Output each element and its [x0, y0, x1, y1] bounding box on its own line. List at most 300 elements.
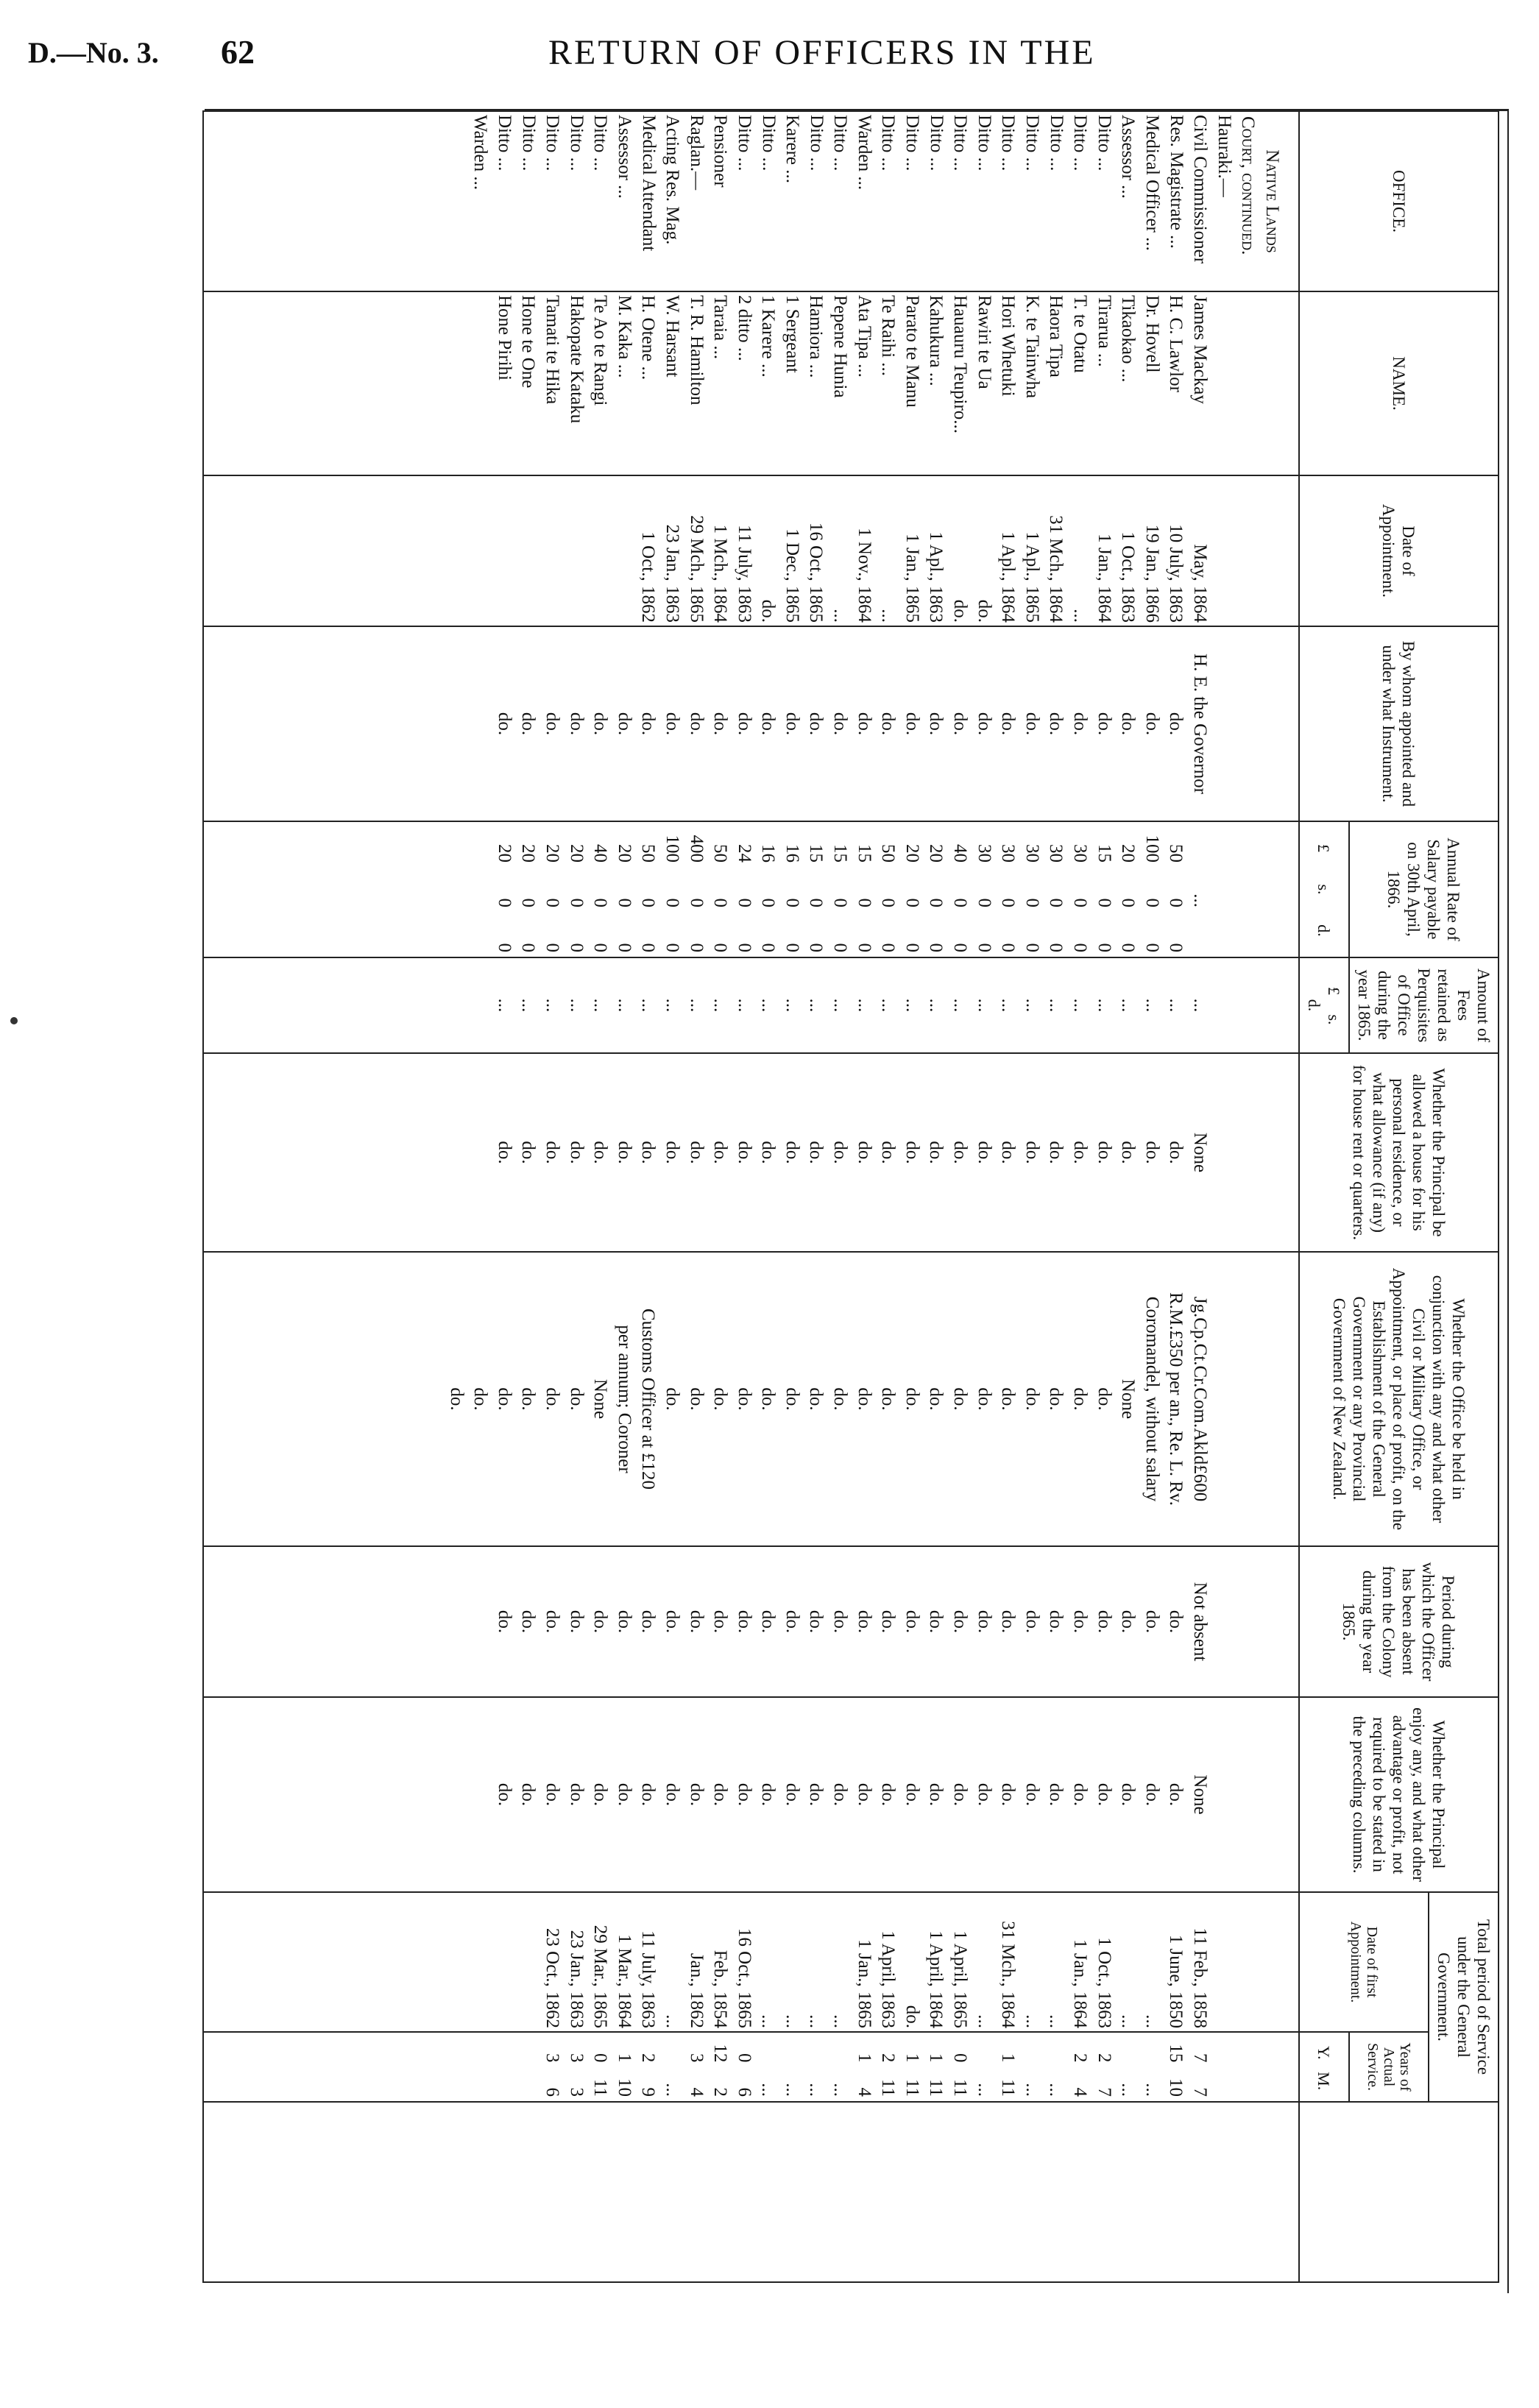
unit-pounds: £	[1325, 987, 1343, 996]
other-office-cell: do.	[830, 1387, 851, 1411]
house-cell: do.	[542, 1141, 562, 1164]
house-cell: do.	[830, 1141, 851, 1164]
years-service-cell	[1164, 2033, 1188, 2101]
salary-part: 0	[1070, 898, 1091, 907]
date-cell: 16 Oct., 1865	[806, 522, 827, 623]
fees-cell: ...	[902, 998, 922, 1013]
salary-part: 50	[878, 844, 899, 863]
fees-cell: ...	[782, 998, 802, 1013]
years-part: ...	[830, 2083, 851, 2097]
appointed-by-cell: do.	[806, 712, 827, 736]
col-absent: Period during which the Officer has been absent from the Colony during the year 1865.	[1299, 1546, 1499, 1697]
salary-part: 0	[1142, 943, 1162, 952]
name-cell: Te Raihi ...	[878, 295, 899, 377]
fees-cell: ...	[854, 998, 874, 1013]
years-service-cell	[924, 2033, 948, 2101]
first-appointment-cell: 23 Jan., 1863	[566, 1930, 587, 2028]
date-cell: 1 Oct., 1862	[638, 531, 659, 623]
salary-part: 0	[878, 943, 899, 952]
salary-part: 20	[1118, 844, 1139, 863]
salary-column	[203, 821, 1299, 957]
office-cell: Karere ...	[782, 115, 803, 183]
other-office-cell: Customs Officer at £120	[638, 1308, 659, 1490]
salary-part: 30	[1070, 844, 1091, 863]
name-cell: Hone Pirihi	[494, 295, 514, 380]
first-appointment-cell: 1 Jan., 1865	[854, 1939, 874, 2028]
advantage-cell: do.	[1094, 1782, 1114, 1807]
absent-cell: do.	[518, 1610, 539, 1634]
years-part: 4	[854, 2087, 874, 2097]
years-part: ...	[782, 2083, 802, 2097]
officers-table	[202, 110, 1499, 2283]
salary-part: 0	[1166, 943, 1186, 952]
other-office-cell: do.	[902, 1387, 922, 1411]
office-cell: Ditto ...	[998, 115, 1019, 171]
absent-cell: do.	[734, 1610, 754, 1634]
col-other-office: Whether the Office be held in conjunction with any and what other Civil or Military Office, or Appointment, or place of profit, on the Establishment of the General Government or any Provincial Government of New Zealand.	[1299, 1252, 1499, 1546]
years-part: 9	[638, 2087, 659, 2097]
years-service-cell	[804, 2033, 828, 2101]
date-cell: 1 Dec., 1865	[782, 528, 802, 623]
other-office-column	[203, 1252, 1299, 1546]
date-cell: 10 July, 1863	[1166, 524, 1186, 623]
name-cell: Haora Tipa	[1046, 295, 1066, 378]
office-cell: Assessor ...	[614, 115, 634, 199]
date-cell: do.	[950, 599, 971, 623]
salary-part	[1187, 912, 1211, 957]
salary-part: 50	[1166, 844, 1186, 863]
absent-column	[203, 1546, 1299, 1697]
years-part: 11	[926, 2078, 947, 2097]
salary-cell	[539, 822, 564, 957]
house-cell: do.	[758, 1141, 779, 1164]
date-cell: ...	[830, 609, 851, 623]
first-appointment-cell: 1 April, 1863	[878, 1930, 899, 2028]
date-cell: 1 Nov., 1864	[854, 528, 874, 623]
office-cell: Ditto ...	[590, 115, 611, 171]
salary-part: 0	[638, 898, 659, 907]
advantage-list	[492, 1698, 1211, 1891]
date-list	[636, 476, 1211, 626]
house-cell: do.	[902, 1141, 922, 1164]
first-appointment-cell: 1 Mar., 1864	[614, 1934, 634, 2028]
years-service-cell	[539, 2033, 564, 2101]
years-part: 7	[1094, 2087, 1114, 2097]
office-cell: Ditto ...	[495, 115, 514, 171]
appointed-by-cell: do.	[542, 712, 562, 736]
other-office-cell: do.	[1046, 1387, 1066, 1411]
years-service-cell	[636, 2033, 660, 2101]
salary-part: 0	[566, 898, 587, 907]
name-cell: H. Otene ...	[638, 295, 659, 380]
name-cell: T. te Otatu	[1070, 295, 1091, 373]
salary-cell	[972, 822, 996, 957]
advantage-cell: do.	[542, 1782, 562, 1807]
house-cell: do.	[710, 1141, 731, 1164]
advantage-cell: do.	[1118, 1782, 1139, 1807]
years-service-cell	[828, 2033, 852, 2101]
office-cell: Ditto ...	[1070, 115, 1091, 171]
fees-cell: ...	[542, 998, 562, 1013]
years-part	[804, 2033, 828, 2067]
salary-cell	[636, 822, 660, 957]
date-cell: 19 Jan., 1866	[1142, 524, 1162, 623]
house-cell: do.	[878, 1141, 899, 1164]
salary-part: 0	[662, 898, 682, 907]
years-part: 10	[614, 2078, 634, 2097]
salary-part: 40	[590, 844, 611, 863]
salary-cell	[1092, 822, 1116, 957]
years-service-cell	[779, 2033, 804, 2101]
first-appointment-cell: 23 Oct., 1862	[542, 1927, 562, 2028]
salary-part: 0	[710, 898, 731, 907]
name-list	[492, 292, 1211, 475]
col-blank	[1299, 2102, 1499, 2282]
salary-part: 20	[926, 844, 947, 863]
house-cell: do.	[566, 1141, 587, 1164]
header-row	[1429, 111, 1499, 2282]
salary-cell	[564, 822, 588, 957]
appointed-by-cell: do.	[518, 712, 539, 736]
years-list	[539, 2033, 1211, 2101]
office-cell: Ditto ...	[734, 115, 754, 171]
years-service-cell	[876, 2033, 900, 2101]
years-part: 1	[854, 2053, 874, 2063]
other-office-cell: do.	[710, 1387, 731, 1411]
unit-shillings: s.	[1315, 884, 1334, 895]
first-appointment-column	[203, 1892, 1299, 2032]
advantage-cell: do.	[494, 1782, 514, 1807]
name-cell: Tikaokao ...	[1118, 295, 1139, 383]
fees-cell: ...	[974, 998, 994, 1013]
years-part: 1	[926, 2053, 947, 2063]
other-office-cell: None	[1118, 1378, 1139, 1420]
other-office-cell: do.	[566, 1387, 587, 1411]
office-cell: Ditto ...	[974, 115, 994, 171]
other-office-cell: do.	[878, 1387, 899, 1411]
salary-units	[1299, 821, 1349, 957]
fees-units	[1299, 957, 1349, 1053]
years-part: 15	[1166, 2044, 1186, 2063]
appointed-by-list	[492, 627, 1211, 821]
unit-months: M.	[1315, 2072, 1334, 2091]
years-part: 1	[998, 2053, 1019, 2063]
office-cell: Ditto ...	[1094, 115, 1114, 171]
years-part: 10	[1166, 2078, 1186, 2097]
first-appointment-list	[539, 1893, 1211, 2031]
name-cell: 2 ditto ...	[734, 295, 754, 361]
salary-part: 0	[758, 898, 779, 907]
absent-cell: do.	[782, 1610, 802, 1634]
section-court: Court, continued.	[1238, 116, 1259, 255]
advantage-cell: do.	[830, 1782, 851, 1807]
house-cell: do.	[1022, 1141, 1042, 1164]
first-appointment-cell: 11 Feb., 1858	[1190, 1927, 1210, 2028]
years-part: ...	[662, 2083, 682, 2097]
fees-cell: ...	[638, 998, 659, 1013]
document-number: D.—No. 3.	[28, 36, 159, 69]
years-part: 0	[950, 2053, 971, 2063]
salary-cell	[1067, 822, 1092, 957]
col-first-appointment: Date of first Appointment.	[1299, 1892, 1429, 2032]
fees-cell: ...	[758, 998, 779, 1013]
other-office-cell: do.	[470, 1387, 491, 1411]
office-cell: Ditto ...	[830, 115, 851, 171]
fees-cell: ...	[1190, 998, 1210, 1013]
first-appointment-cell: 31 Mch., 1864	[998, 1921, 1019, 2028]
first-appointment-cell: ...	[830, 2014, 851, 2028]
salary-part: 0	[518, 898, 539, 907]
house-cell: None	[1190, 1132, 1210, 1173]
advantage-column	[203, 1697, 1299, 1892]
section-hauraki: Hauraki.—	[1214, 115, 1234, 197]
house-cell: do.	[1046, 1141, 1066, 1164]
years-part	[1019, 2033, 1044, 2067]
salary-part: 24	[734, 844, 754, 863]
salary-part: 0	[590, 898, 611, 907]
absent-cell: do.	[974, 1610, 994, 1634]
fees-cell: ...	[1142, 998, 1162, 1013]
salary-part: 0	[686, 898, 707, 907]
appointed-by-cell: do.	[974, 712, 994, 736]
years-service-cell	[1092, 2033, 1116, 2101]
years-part	[756, 2033, 780, 2067]
advantage-cell: do.	[950, 1782, 971, 1807]
years-part: ...	[974, 2083, 994, 2097]
years-service-cell	[1067, 2033, 1092, 2101]
absent-cell: do.	[1118, 1610, 1139, 1634]
years-part	[1116, 2033, 1140, 2067]
name-cell: Hauauru Teupiro...	[950, 295, 971, 434]
col-appointed-by: By whom appointed and under what Instrument.	[1299, 626, 1499, 821]
salary-part: 0	[1046, 898, 1066, 907]
other-office-cell: R.M.£350 per an., Re. L. Rv.	[1166, 1292, 1186, 1506]
advantage-cell: do.	[1166, 1782, 1186, 1807]
absent-cell: do.	[878, 1610, 899, 1634]
salary-part: 0	[854, 898, 874, 907]
house-cell: do.	[614, 1141, 634, 1164]
advantage-cell: do.	[878, 1782, 899, 1807]
salary-part: 40	[950, 844, 971, 863]
years-part: 2	[710, 2087, 731, 2097]
first-appointment-cell: 1 Jan., 1864	[1070, 1939, 1091, 2028]
advantage-cell: do.	[590, 1782, 611, 1807]
years-service-cell	[659, 2033, 684, 2101]
salary-part: 20	[542, 844, 562, 863]
first-appointment-cell: 1 June, 1850	[1166, 1934, 1186, 2028]
first-appointment-cell: ...	[1142, 2014, 1162, 2028]
years-part: 2	[638, 2053, 659, 2063]
appointed-by-cell: do.	[1046, 712, 1066, 736]
advantage-cell: do.	[998, 1782, 1019, 1807]
absent-cell: do.	[590, 1610, 611, 1634]
salary-part: 0	[1094, 898, 1114, 907]
years-column	[203, 2032, 1299, 2102]
absent-cell: do.	[1142, 1610, 1162, 1634]
office-cell: Ditto ...	[542, 115, 563, 171]
office-column	[203, 111, 1299, 291]
salary-part: 0	[686, 943, 707, 952]
house-cell: do.	[1070, 1141, 1091, 1164]
stray-ink-dot	[10, 1017, 18, 1024]
date-cell: 1 Apl., 1863	[926, 531, 947, 623]
other-office-cell: do.	[662, 1387, 682, 1411]
salary-part: 30	[998, 844, 1019, 863]
appointed-by-cell: do.	[494, 712, 514, 736]
salary-cell	[612, 822, 636, 957]
col-office: OFFICE.	[1299, 111, 1499, 291]
salary-part: 0	[1166, 898, 1186, 907]
advantage-cell: do.	[1142, 1782, 1162, 1807]
col-date-appointment: Date of Appointment.	[1299, 475, 1499, 626]
appointed-by-cell: do.	[1094, 712, 1114, 736]
salary-part: 0	[974, 943, 994, 952]
appointed-by-cell: do.	[1166, 712, 1186, 736]
house-cell: do.	[638, 1141, 659, 1164]
date-cell: ...	[1070, 609, 1091, 623]
salary-part: 20	[902, 844, 922, 863]
appointed-by-cell: do.	[854, 712, 874, 736]
advantage-cell: do.	[1022, 1782, 1042, 1807]
salary-cell	[947, 822, 972, 957]
fees-cell: ...	[518, 998, 539, 1013]
years-part: 2	[878, 2053, 899, 2063]
salary-part: 0	[1022, 898, 1042, 907]
salary-part: 0	[806, 898, 827, 907]
first-appointment-cell: Jan., 1862	[686, 1952, 707, 2028]
salary-part: ...	[1190, 893, 1210, 907]
unit-pounds: £	[1315, 843, 1334, 852]
years-service-cell	[756, 2033, 780, 2101]
section-native-lands: Native Lands	[1262, 149, 1282, 253]
advantage-cell: None	[1190, 1774, 1210, 1815]
other-office-cell: per annum; Coroner	[614, 1325, 634, 1473]
advantage-cell: do.	[854, 1782, 874, 1807]
salary-cell	[876, 822, 900, 957]
col-advantage: Whether the Principal enjoy any, and what other advantage or profit, not required to be stated in the preceding columns.	[1299, 1697, 1499, 1892]
years-part: ...	[806, 2083, 827, 2097]
other-office-cell: do.	[542, 1387, 562, 1411]
salary-part: 100	[1142, 835, 1162, 863]
years-part: 7	[1190, 2087, 1210, 2097]
col-total-service: Total period of Service under the General Government.	[1429, 1892, 1499, 2102]
office-list	[468, 112, 1211, 291]
years-part: 6	[734, 2087, 754, 2097]
absent-cell: do.	[854, 1610, 874, 1634]
salary-part: 0	[806, 943, 827, 952]
salary-cell	[852, 822, 876, 957]
fees-cell: ...	[830, 998, 851, 1013]
salary-part: 0	[1142, 898, 1162, 907]
salary-cell	[804, 822, 828, 957]
years-part: 3	[566, 2053, 587, 2063]
house-cell: do.	[998, 1141, 1019, 1164]
salary-cell	[756, 822, 780, 957]
salary-part: 0	[710, 943, 731, 952]
fees-cell: ...	[1046, 998, 1066, 1013]
name-cell: Rawiri te Ua	[974, 295, 994, 389]
col-fees: Amount of Fees retained as Perquisites of Office during the year 1865.	[1349, 957, 1499, 1053]
salary-part: 0	[614, 898, 634, 907]
office-cell: Ditto ...	[518, 115, 539, 171]
fees-cell: ...	[1070, 998, 1091, 1013]
office-cell: Ditto ...	[950, 115, 971, 171]
fees-cell: ...	[950, 998, 971, 1013]
appointed-by-cell: do.	[782, 712, 802, 736]
years-part	[779, 2033, 804, 2067]
fees-cell: ...	[1166, 998, 1186, 1013]
salary-cell	[1164, 822, 1188, 957]
salary-cell	[659, 822, 684, 957]
name-cell: Parato te Manu	[902, 295, 922, 408]
salary-list	[492, 822, 1211, 957]
years-part: ...	[1118, 2083, 1139, 2097]
salary-part: 0	[734, 943, 754, 952]
salary-cell	[828, 822, 852, 957]
house-cell: do.	[950, 1141, 971, 1164]
other-office-cell: do.	[758, 1387, 779, 1411]
appointed-by-cell: do.	[710, 712, 731, 736]
name-cell: H. C. Lawlor	[1166, 295, 1186, 392]
unit-pence: d.	[1315, 924, 1334, 937]
first-appointment-cell: 16 Oct., 1865	[734, 1927, 754, 2028]
house-cell: do.	[782, 1141, 802, 1164]
absent-cell: do.	[902, 1610, 922, 1634]
name-cell: M. Kaka ...	[614, 295, 634, 378]
appointed-by-cell: do.	[590, 712, 611, 736]
house-cell: do.	[1094, 1141, 1114, 1164]
house-cell: do.	[1118, 1141, 1139, 1164]
appointed-by-cell: do.	[1118, 712, 1139, 736]
salary-part: 0	[878, 898, 899, 907]
fees-cell: ...	[878, 998, 899, 1013]
other-office-cell: None	[590, 1378, 611, 1420]
first-appointment-cell: Feb., 1854	[710, 1950, 731, 2028]
appointed-by-cell: do.	[686, 712, 707, 736]
office-cell: Medical Attendant	[638, 115, 659, 252]
unit-pence: d.	[1305, 999, 1323, 1012]
house-cell: do.	[686, 1141, 707, 1164]
absent-cell: do.	[662, 1610, 682, 1634]
office-cell: Medical Officer ...	[1142, 115, 1163, 251]
absent-cell: do.	[494, 1610, 514, 1634]
first-appointment-cell: 29 Mar., 1865	[590, 1924, 611, 2028]
years-part: ...	[1142, 2083, 1162, 2097]
advantage-cell: do.	[710, 1782, 731, 1807]
salary-cell	[779, 822, 804, 957]
years-part	[1044, 2033, 1068, 2067]
first-appointment-cell: 11 July, 1863	[638, 1930, 659, 2028]
absent-cell: do.	[542, 1610, 562, 1634]
name-cell: Te Ao te Rangi	[590, 295, 611, 406]
salary-part: 0	[902, 898, 922, 907]
office-cell: Assessor ...	[1118, 115, 1139, 199]
section-raglan: Raglan.—	[686, 115, 707, 191]
first-appointment-cell: ...	[974, 2014, 994, 2028]
salary-part: 20	[494, 844, 514, 863]
salary-cell	[492, 822, 516, 957]
office-cell: Ditto ...	[1046, 115, 1066, 171]
house-list	[492, 1054, 1211, 1251]
salary-part: 0	[926, 898, 947, 907]
fees-cell: ...	[566, 998, 587, 1013]
advantage-cell: do.	[758, 1782, 779, 1807]
appointed-by-cell: do.	[614, 712, 634, 736]
salary-cell	[1116, 822, 1140, 957]
salary-part: 30	[1022, 844, 1042, 863]
years-part: 0	[590, 2053, 611, 2063]
other-office-cell: Coromandel, without salary	[1142, 1296, 1162, 1502]
